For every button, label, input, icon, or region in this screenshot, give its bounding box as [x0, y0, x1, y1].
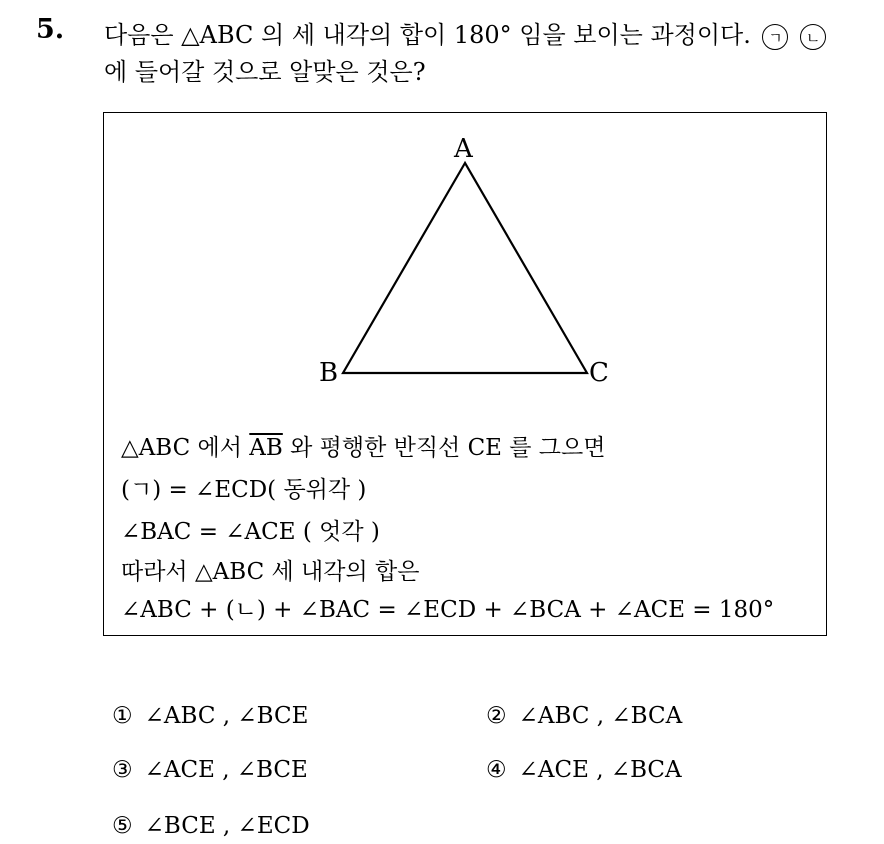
proof-line5: ∠ABC + (ㄴ) + ∠BAC = ∠ECD + ∠BCA + ∠ACE = 180° [121, 597, 775, 623]
choice-4[interactable] [486, 757, 682, 783]
vertex-label-a: A [454, 134, 473, 164]
choice-3-number: ③ [112, 757, 133, 783]
question-text-line2: 에 들어갈 것으로 알맞은 것은? [104, 58, 426, 86]
symbol-giyeok: ㄱ [762, 24, 788, 50]
choice-4-number: ④ [486, 757, 507, 783]
symbol-nieun: ㄴ [800, 24, 826, 50]
vertex-label-c: C [589, 358, 609, 388]
proof-line1-pre: △ABC 에서 [121, 435, 250, 461]
triangle-abc [343, 163, 587, 373]
proof-line3: ∠BAC = ∠ACE ( 엇각 ) [121, 519, 380, 545]
proof-line2: (ㄱ) = ∠ECD( 동위각 ) [121, 477, 367, 503]
choice-4-text: ∠ACE , ∠BCA [518, 757, 682, 783]
choice-2-number: ② [486, 703, 507, 729]
choice-1-text: ∠ABC , ∠BCE [144, 703, 309, 729]
choice-2-text: ∠ABC , ∠BCA [518, 703, 683, 729]
choice-5-number: ⑤ [112, 813, 133, 839]
question-text-line1-body: 다음은 △ABC 의 세 내각의 합이 180° 임을 보이는 과정이다. [104, 21, 751, 49]
choice-2[interactable] [486, 703, 682, 729]
vertex-label-b: B [319, 358, 339, 388]
choice-1-number: ① [112, 703, 133, 729]
proof-line4: 따라서 △ABC 세 내각의 합은 [121, 559, 420, 585]
choice-3[interactable] [112, 757, 308, 783]
question-number: 5. [36, 14, 65, 45]
segment-ab: $\overline{AB}$ [249, 435, 283, 461]
proof-line1 [121, 429, 605, 462]
question-text-line1 [104, 15, 826, 50]
choice-5[interactable] [112, 813, 310, 839]
choice-3-text: ∠ACE , ∠BCE [144, 757, 308, 783]
choice-5-text: ∠BCE , ∠ECD [144, 813, 310, 839]
choice-1[interactable] [112, 703, 308, 729]
proof-box [103, 112, 827, 636]
proof-line1-post: 와 평행한 반직선 CE 를 그으면 [282, 435, 606, 461]
